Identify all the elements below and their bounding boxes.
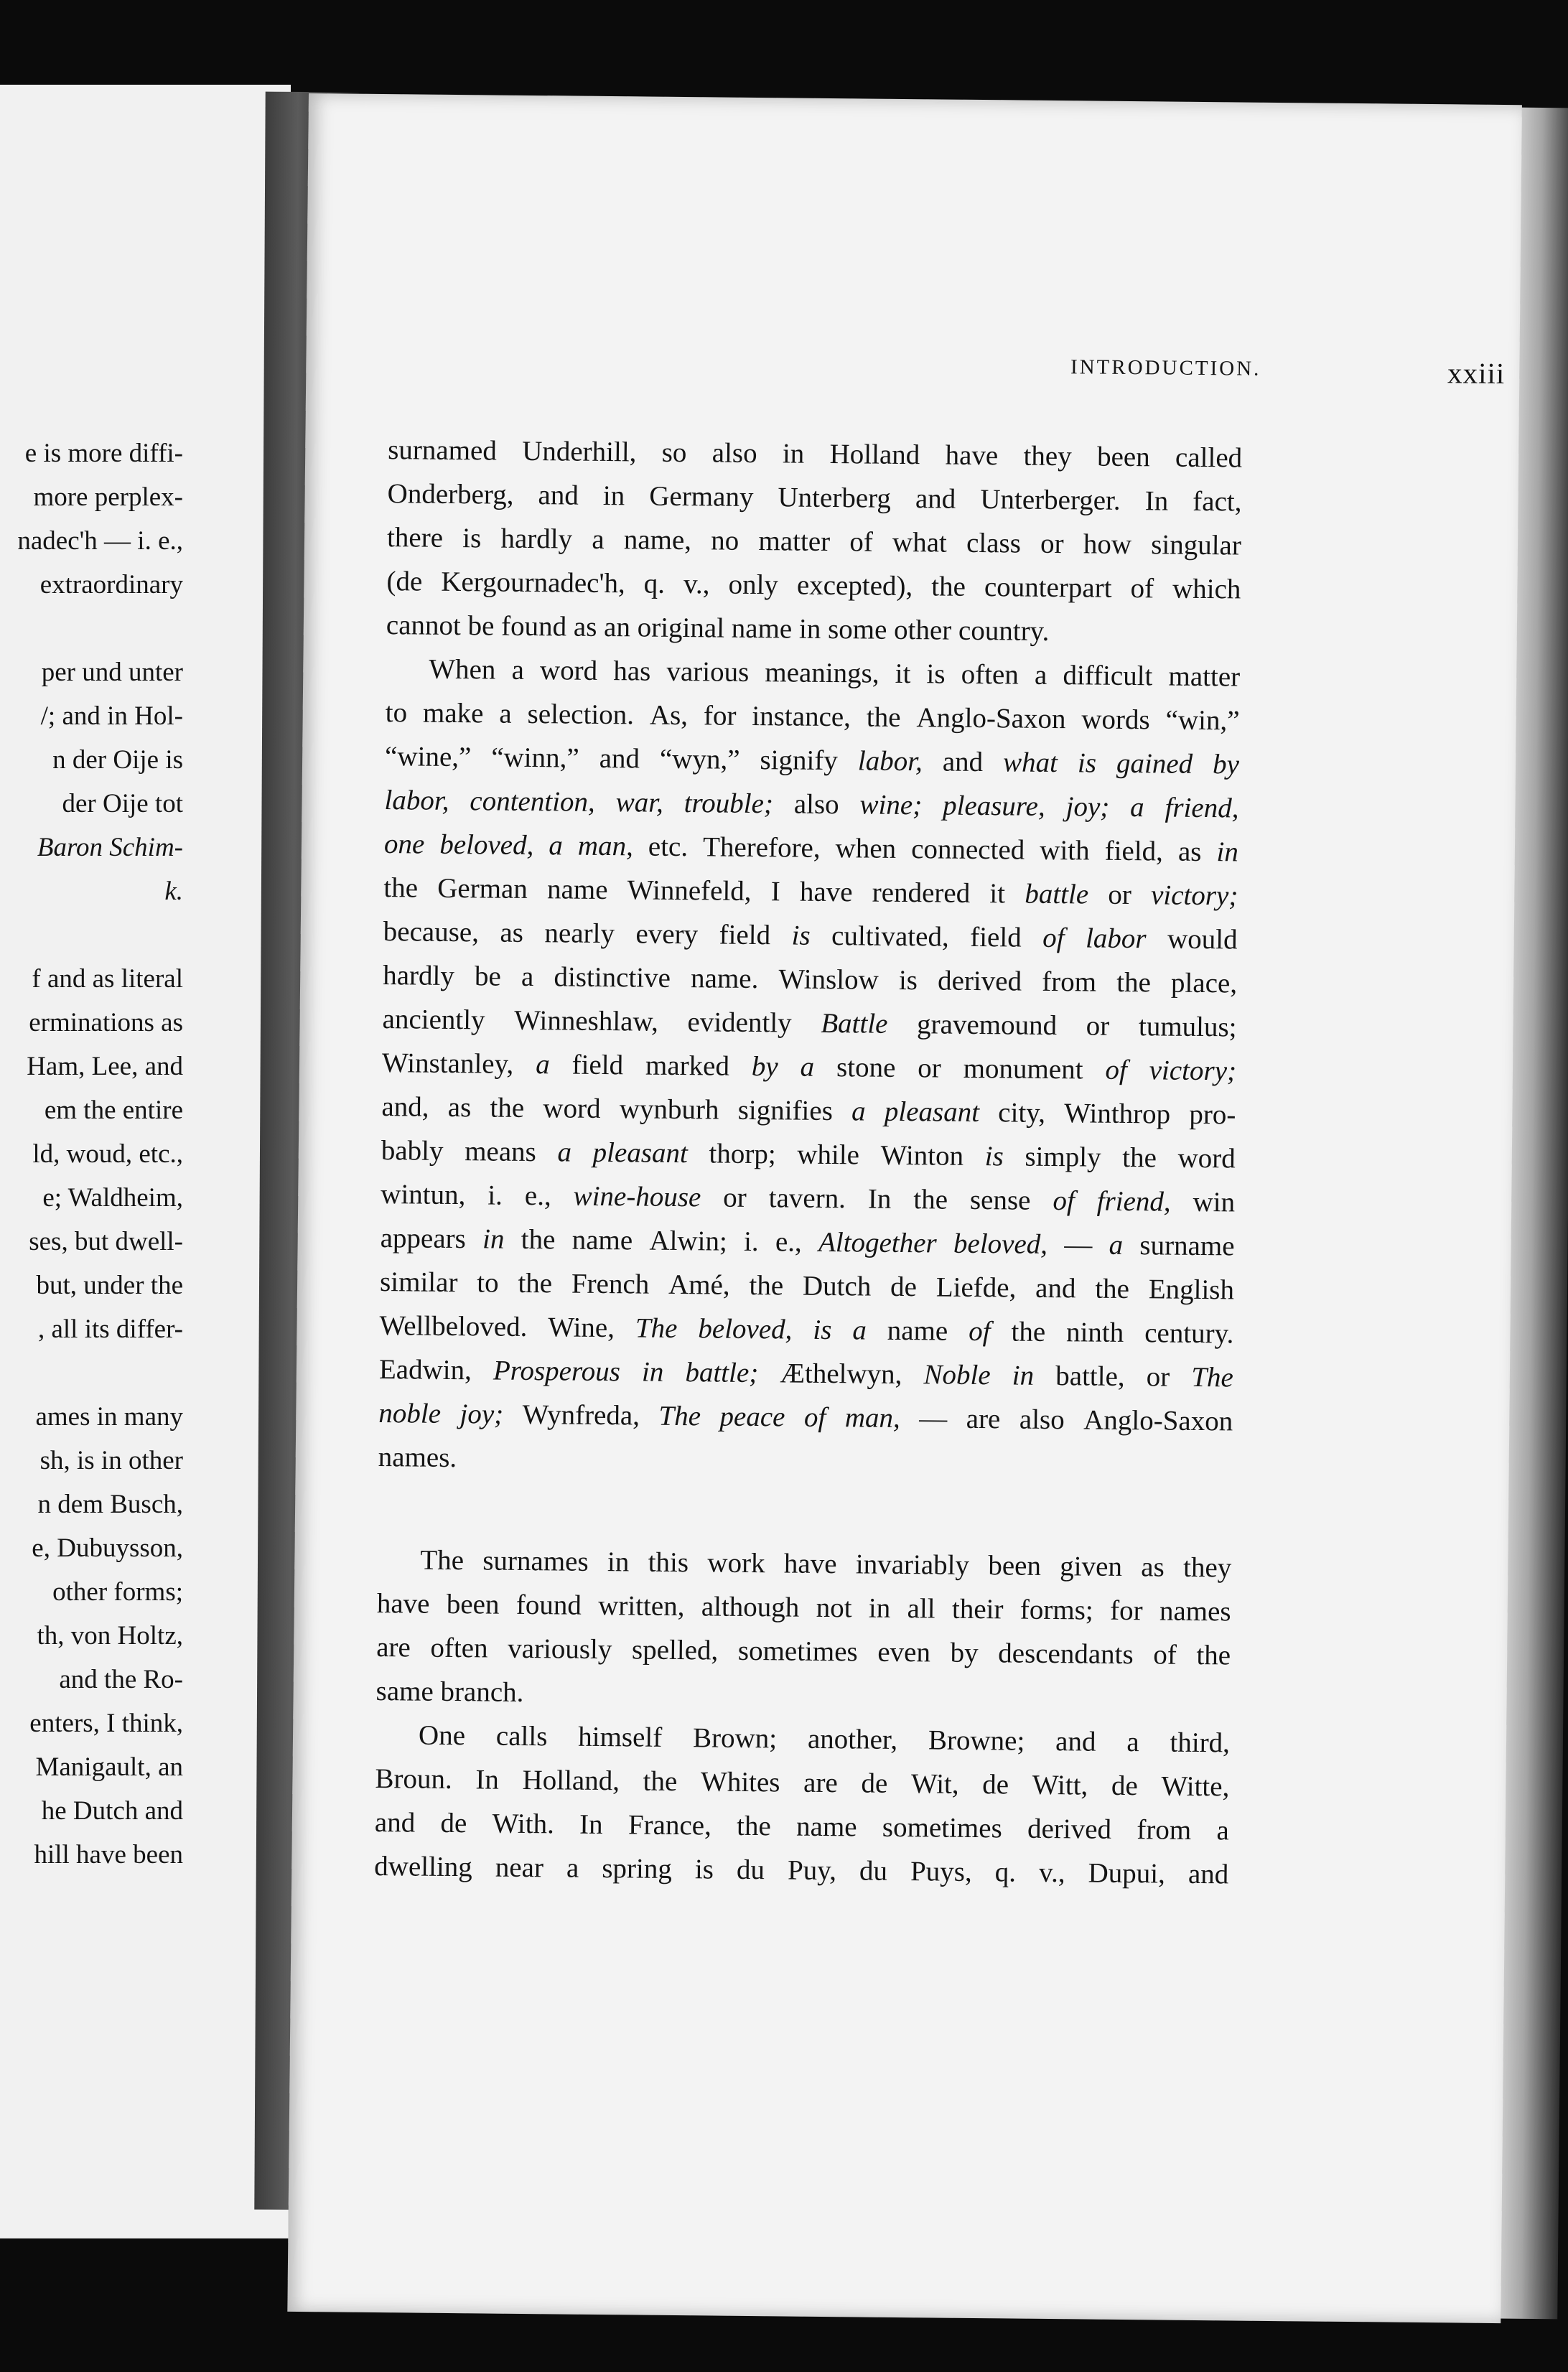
text-line: surnamed Underhill, so also in Holland have they been called (388, 434, 1243, 474)
text-line: one beloved, a man, etc. Therefore, when connected with field, as in (383, 828, 1239, 868)
left-page-line: , all its differ- (37, 1315, 183, 1344)
body-text (374, 428, 1242, 1896)
left-page-line: sh, is in other (39, 1446, 183, 1475)
text-line: and, as the word wynburh signifies a pleasant city, Winthrop pro- (381, 1091, 1236, 1131)
left-page-line: extraordinary (39, 570, 183, 599)
left-page-line: /; and in Hol- (40, 701, 183, 731)
text-line: have been found written, although not in all their forms; for names (376, 1588, 1231, 1628)
text-line: there is hardly a name, no matter of what class or how singular (386, 522, 1242, 561)
right-page (287, 93, 1522, 2323)
left-page-line: but, under the (36, 1271, 183, 1300)
left-page-line: enters, I think, (29, 1709, 183, 1738)
left-page-line: erminations as (29, 1008, 183, 1037)
left-page-line: th, von Holtz, (37, 1621, 183, 1650)
text-line: Broun. In Holland, the Whites are de Wit, de Witt, de Witte, (375, 1762, 1230, 1803)
left-page-line: e is more diffi- (24, 439, 183, 468)
left-page-line: n dem Busch, (37, 1490, 183, 1519)
left-page (0, 85, 291, 2238)
left-page-line: and the Ro- (59, 1665, 183, 1694)
text-line: hardly be a distinctive name. Winslow is derived from the place, (383, 960, 1238, 999)
text-line: The surnames in this work have invariably been given as they (420, 1544, 1232, 1584)
text-line: (de Kergournadec'h, q. v., only excepted), the counterpart of which (386, 566, 1241, 605)
text-line: bably means a pleasant thorp; while Winton is simply the word (381, 1135, 1236, 1175)
left-page-line: n der Oije is (52, 745, 183, 775)
text-line: are often variously spelled, sometimes even by descendants of the (376, 1632, 1231, 1671)
left-page-line: more perplex- (33, 482, 183, 512)
page-number: xxiii (1447, 356, 1506, 391)
left-page-line: hill have been (34, 1840, 183, 1869)
left-page-line: nadec'h — i. e., (17, 526, 183, 556)
text-line: and de With. In France, the name sometimes derived from a (374, 1806, 1230, 1846)
text-line: because, as nearly every field is cultivated, field of labor would (383, 916, 1238, 956)
text-line: Wellbeloved. Wine, The beloved, is a name of the ninth century. (379, 1310, 1234, 1350)
left-page-line: em the entire (44, 1096, 183, 1125)
text-line: “wine,” “winn,” and “wyn,” signify labor, and what is gained by (384, 741, 1240, 780)
text-line: One calls himself Brown; another, Browne; and a third, (418, 1719, 1231, 1759)
text-line: Eadwin, Prosperous in battle; Æthelwyn, Noble in battle, or The (378, 1354, 1234, 1393)
text-line: Winstanley, a field marked by a stone or monument of victory; (381, 1047, 1237, 1087)
text-line: same branch. (375, 1676, 524, 1708)
left-page-line: ames in many (35, 1402, 183, 1432)
text-line: anciently Winneshlaw, evidently Battle gravemound or tumulus; (382, 1004, 1237, 1043)
running-head: INTRODUCTION. (1070, 355, 1261, 380)
paragraph-gap (378, 1479, 1233, 1546)
left-page-line: he Dutch and (41, 1796, 183, 1826)
left-page-line: f and as literal (32, 964, 183, 994)
text-line: similar to the French Amé, the Dutch de Liefde, and the English (379, 1266, 1235, 1306)
left-page-line: other forms; (52, 1577, 183, 1607)
left-page-line: ld, woud, etc., (32, 1139, 183, 1169)
text-line: labor, contention, war, trouble; also wine; pleasure, joy; a friend, (384, 785, 1239, 824)
left-page-line: e; Waldheim, (42, 1183, 183, 1213)
left-page-line: Baron Schim- (37, 833, 183, 862)
text-line: wintun, i. e., wine-house or tavern. In the sense of friend, win (381, 1179, 1236, 1218)
left-page-line: k. (164, 877, 183, 906)
left-page-line: e, Dubuysson, (32, 1533, 183, 1563)
left-page-line: Ham, Lee, and (27, 1052, 183, 1081)
text-line: appears in the name Alwin; i. e., Altogether beloved, — a surname (380, 1223, 1235, 1262)
text-line: the German name Winnefeld, I have rendered it battle or victory; (383, 872, 1238, 912)
text-line: When a word has various meanings, it is often a difficult matter (429, 653, 1241, 693)
left-page-line: ses, but dwell- (29, 1227, 183, 1256)
text-line: noble joy; Wynfreda, The peace of man, — are also Anglo-Saxon (378, 1398, 1233, 1437)
left-page-line: per und unter (41, 658, 183, 687)
text-line: cannot be found as an original name in some other country. (386, 610, 1050, 647)
left-page-line: Manigault, an (35, 1752, 183, 1782)
text-line: Onderberg, and in Germany Unterberg and Unterberger. In fact, (387, 478, 1242, 518)
text-line: dwelling near a spring is du Puy, du Puys, q. v., Dupui, and (374, 1850, 1229, 1890)
left-page-line: der Oije tot (62, 789, 183, 818)
text-line: names. (378, 1442, 457, 1474)
text-line: to make a selection. As, for instance, the Anglo-Saxon words “win,” (385, 697, 1240, 737)
